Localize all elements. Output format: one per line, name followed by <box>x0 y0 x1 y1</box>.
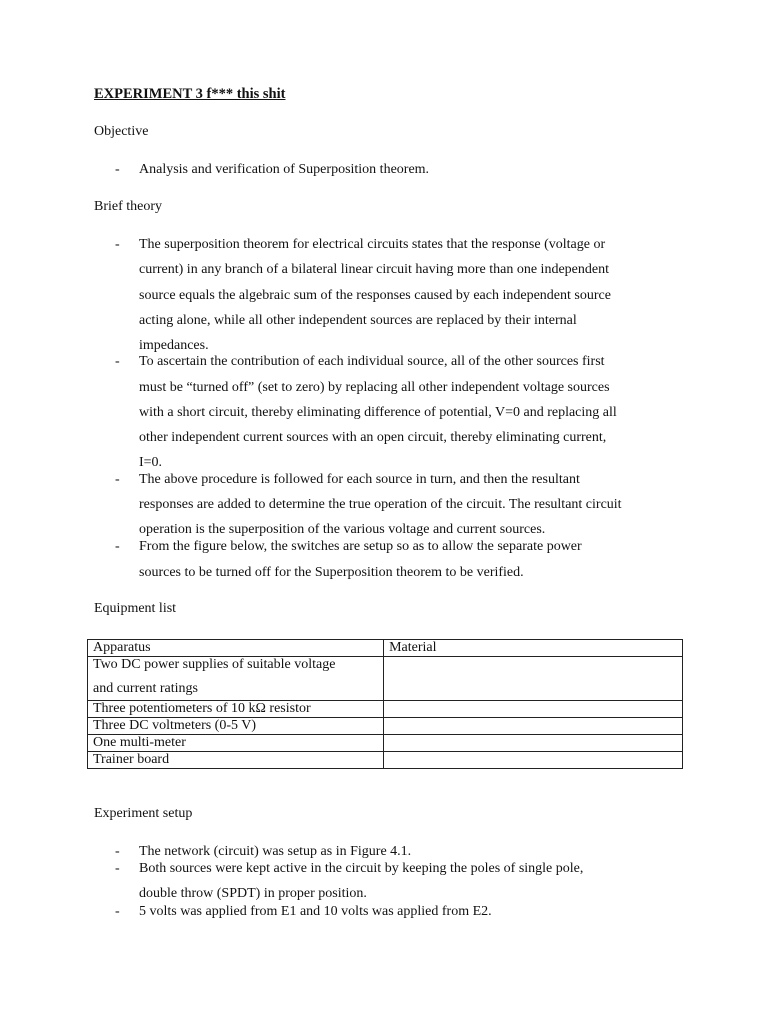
section-heading-experiment-setup: Experiment setup <box>94 806 193 821</box>
theory-bullet-2-line: with a short circuit, thereby eliminating difference of potential, V=0 and replacing all <box>139 405 617 420</box>
theory-bullet-1-line: The superposition theorem for electrical circuits states that the response (voltage or <box>139 237 606 252</box>
table-header-material: Material <box>384 640 683 657</box>
section-heading-equipment-list: Equipment list <box>94 601 177 616</box>
table-cell-material <box>384 752 683 769</box>
table-cell-text: Two DC power supplies of suitable voltage <box>93 657 336 672</box>
theory-bullet-2-line: To ascertain the contribution of each individual source, all of the other sources first <box>139 354 605 369</box>
table-cell-material <box>384 657 683 701</box>
theory-bullet-3-line: operation is the superposition of the various voltage and current sources. <box>139 522 546 537</box>
table-cell-apparatus <box>88 657 384 701</box>
objective-bullet-text: Analysis and verification of Superposition theorem. <box>139 162 430 177</box>
table-cell-apparatus: Three DC voltmeters (0-5 V) <box>88 718 384 735</box>
theory-bullet-2-line: must be “turned off” (set to zero) by replacing all other independent voltage sources <box>139 380 610 395</box>
theory-bullet-1-line: acting alone, while all other independent sources are replaced by their internal <box>139 313 577 328</box>
bullet-marker: - <box>115 904 120 919</box>
theory-bullet-2-line: I=0. <box>139 455 163 470</box>
theory-bullet-4-line: From the figure below, the switches are setup so as to allow the separate power <box>139 539 582 554</box>
table-row <box>88 718 683 735</box>
table-cell-apparatus: One multi-meter <box>88 735 384 752</box>
theory-bullet-3-line: The above procedure is followed for each source in turn, and then the resultant <box>139 472 580 487</box>
bullet-marker: - <box>115 354 120 369</box>
section-heading-objective: Objective <box>94 124 149 139</box>
table-cell-apparatus: Three potentiometers of 10 kΩ resistor <box>88 701 384 718</box>
bullet-marker: - <box>115 844 120 859</box>
theory-bullet-1-line: source equals the algebraic sum of the responses caused by each independent source <box>139 288 611 303</box>
table-row <box>88 701 683 718</box>
table-header-row <box>88 640 683 657</box>
table-cell-material <box>384 718 683 735</box>
table-header-apparatus: Apparatus <box>88 640 384 657</box>
setup-bullet-1-line: The network (circuit) was setup as in Figure 4.1. <box>139 844 412 859</box>
table-row <box>88 735 683 752</box>
table-cell-material <box>384 701 683 718</box>
bullet-marker: - <box>115 237 120 252</box>
bullet-marker: - <box>115 861 120 876</box>
equipment-table <box>87 639 683 769</box>
table-cell-text: and current ratings <box>93 681 198 696</box>
bullet-marker: - <box>115 539 120 554</box>
table-cell-apparatus: Trainer board <box>88 752 384 769</box>
theory-bullet-2-line: other independent current sources with an open circuit, thereby eliminating current, <box>139 430 607 445</box>
bullet-marker: - <box>115 162 120 177</box>
theory-bullet-1-line: current) in any branch of a bilateral linear circuit having more than one independent <box>139 262 609 277</box>
bullet-marker: - <box>115 472 120 487</box>
setup-bullet-2-line: double throw (SPDT) in proper position. <box>139 886 367 901</box>
setup-bullet-3-line: 5 volts was applied from E1 and 10 volts was applied from E2. <box>139 904 492 919</box>
theory-bullet-1-line: impedances. <box>139 338 209 353</box>
section-heading-brief-theory: Brief theory <box>94 199 163 214</box>
table-cell-material <box>384 735 683 752</box>
document-title: EXPERIMENT 3 f*** this shit <box>94 86 286 102</box>
setup-bullet-2-line: Both sources were kept active in the circuit by keeping the poles of single pole, <box>139 861 584 876</box>
table-row <box>88 752 683 769</box>
theory-bullet-3-line: responses are added to determine the true operation of the circuit. The resultant circuit <box>139 497 622 512</box>
theory-bullet-4-line: sources to be turned off for the Superposition theorem to be verified. <box>139 565 524 580</box>
table-row <box>88 657 683 701</box>
